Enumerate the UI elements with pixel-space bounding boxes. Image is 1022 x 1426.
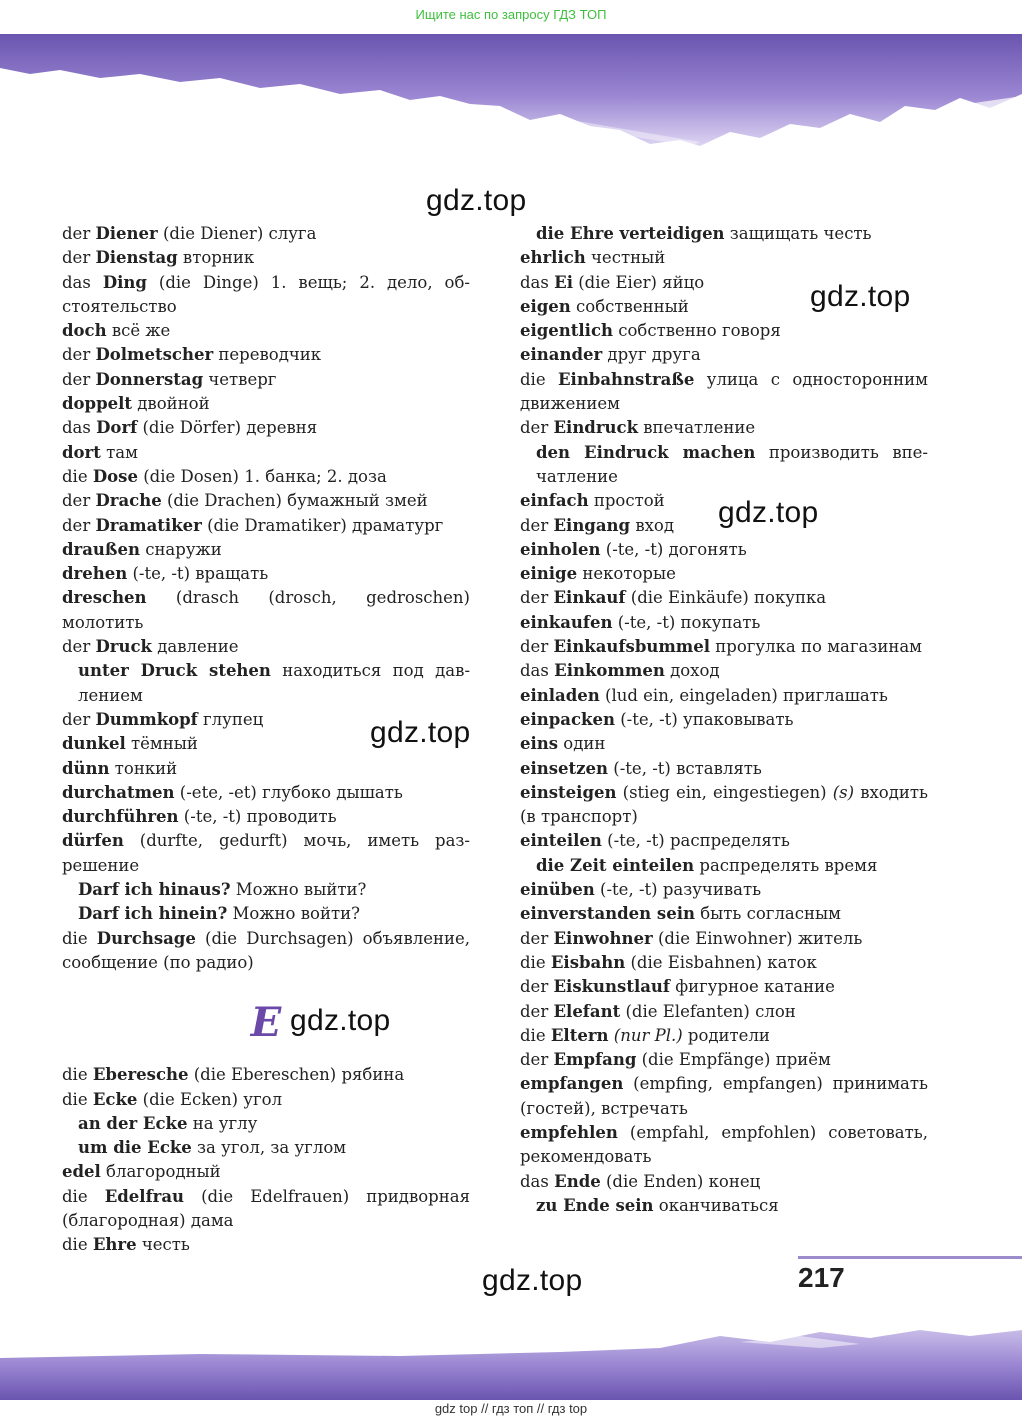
entry-text: доход [664, 661, 720, 681]
dictionary-entry [62, 222, 470, 246]
entry-text: (die Ecken) угол [137, 1089, 283, 1109]
entry-text: (die Edelfrauen) придворная (благородная) дама [62, 1186, 470, 1230]
entry-text: der [520, 515, 554, 535]
dictionary-phrase [62, 878, 470, 902]
entry-text: всё же [106, 321, 171, 341]
dictionary-entry [520, 732, 928, 756]
entry-text: (die Diener) слуга [157, 224, 317, 243]
entry-text: (die Dörfer) деревня [137, 418, 318, 438]
entry-text: der [62, 345, 96, 365]
dictionary-entry [520, 1170, 928, 1194]
headword: die Ehre verteidigen [536, 224, 725, 243]
entry-text: Можно войти? [227, 904, 360, 924]
entry-text: вторник [177, 248, 255, 268]
entry-text: die [520, 369, 558, 389]
dictionary-phrase [520, 441, 928, 490]
dictionary-entry [62, 343, 470, 367]
dictionary-entry [520, 829, 928, 853]
headword: Dorf [96, 418, 138, 438]
headword: Empfang [553, 1050, 637, 1070]
entry-text: улица с односторонним движением [520, 369, 928, 414]
dictionary-entry [62, 1233, 470, 1257]
entry-text: die [62, 1089, 93, 1109]
headword: unter Druck stehen [78, 661, 271, 681]
top-decoration [0, 34, 1022, 154]
watermark: gdz.top [426, 184, 527, 217]
headword: einüben [520, 880, 595, 900]
headword: eigentlich [520, 321, 613, 341]
entry-text: der [62, 637, 96, 657]
headword: Eiskunstlauf [553, 977, 670, 997]
top-banner[interactable]: Ищите нас по запросу ГДЗ ТОП [415, 7, 607, 22]
headword: draußen [62, 539, 140, 559]
entry-text: (-te, -t) разучивать [594, 880, 762, 900]
headword: Diener [95, 224, 158, 243]
entry-text: (durfte, gedurft) мочь, иметь разрешение [62, 831, 470, 875]
entry-text: das [520, 661, 555, 681]
dictionary-entry [62, 1088, 470, 1112]
headword: einfach [520, 491, 589, 511]
entry-text: простой [588, 491, 665, 511]
dictionary-entry [62, 829, 470, 878]
headword: Einbahnstraße [557, 369, 695, 389]
bottom-decoration [0, 1330, 1022, 1400]
dictionary-entry [62, 805, 470, 829]
entry-text: честь [136, 1235, 190, 1255]
entry-text: глупец [197, 709, 264, 729]
entry-text: на углу [187, 1113, 258, 1133]
entry-text: честный [585, 248, 666, 268]
dictionary-entry [520, 611, 928, 635]
dictionary-entry [62, 635, 470, 659]
entry-text: (die Einkäufe) покупка [625, 588, 827, 608]
dictionary-entry [62, 392, 470, 416]
entry-text: оканчиваться [653, 1195, 779, 1215]
headword: Dienstag [95, 248, 178, 268]
entry-text: der [62, 369, 96, 389]
footer-links[interactable]: gdz top // гдз топ // гдз top [434, 1401, 588, 1416]
page-number-rule [798, 1256, 1022, 1259]
section-heading-e [62, 991, 470, 1053]
entry-text: (empfahl, empfohlen) советовать, рекомендовать [520, 1122, 928, 1167]
dictionary-entry [62, 246, 470, 270]
entry-text: благородный [100, 1162, 221, 1182]
entry-text: die [62, 466, 93, 486]
entry-text: прогулка по магазинам [710, 637, 923, 657]
watermark: gdz.top [718, 496, 819, 529]
dictionary-entry [62, 1185, 470, 1234]
headword: Einkommen [554, 661, 665, 681]
dictionary-entry [62, 586, 470, 635]
dictionary-entry [520, 343, 928, 367]
dictionary-entry [520, 1000, 928, 1024]
watermark: gdz.top [290, 1004, 391, 1037]
dictionary-entry [62, 465, 470, 489]
dictionary-entry [520, 368, 928, 417]
dictionary-entry [520, 951, 928, 975]
entry-text: тонкий [109, 758, 178, 778]
entry-text: (die Dinge) 1. вещь; 2. дело, обстоятельство [62, 272, 470, 316]
page-number: 217 [798, 1262, 845, 1293]
dictionary-phrase [62, 1136, 470, 1160]
entry-text: (die Dramatiker) драматург [201, 515, 444, 535]
entry-text: четверг [203, 369, 277, 389]
headword: Ehre [92, 1235, 137, 1255]
headword: Drache [95, 491, 162, 511]
headword: Einkaufsbummel [553, 637, 711, 657]
headword: Eindruck [553, 418, 639, 438]
dictionary-entry [520, 878, 928, 902]
dictionary-entry [520, 562, 928, 586]
watermark: gdz.top [482, 1264, 583, 1297]
dictionary-entry [62, 781, 470, 805]
entry-text: die [62, 1235, 93, 1255]
dictionary-entry [520, 684, 928, 708]
headword: Durchsage [96, 928, 196, 948]
watermark: gdz.top [370, 716, 471, 749]
headword: Eltern [550, 1025, 609, 1045]
entry-text: das [520, 1171, 555, 1191]
dictionary-entry [62, 562, 470, 586]
headword: Ding [102, 272, 147, 292]
headword: einpacken [520, 709, 615, 729]
entry-text: der [520, 977, 554, 997]
headword: die Zeit einteilen [536, 855, 695, 875]
dictionary-phrase [520, 1194, 928, 1218]
entry-text: (die Elefanten) слон [620, 1001, 796, 1021]
entry-text: (-ete, -et) глубоко дышать [174, 782, 403, 802]
dictionary-phrase [520, 222, 928, 246]
headword: Einwohner [553, 928, 653, 948]
entry-text: (-te, -t) распределять [601, 831, 790, 851]
entry-text: der [62, 515, 96, 535]
dictionary-phrase [520, 854, 928, 878]
entry-text: das [62, 418, 97, 438]
entry-text: впечатление [638, 418, 756, 438]
entry-text: der [62, 491, 96, 511]
headword: edel [62, 1162, 101, 1182]
dictionary-entry [62, 489, 470, 513]
dictionary-entry [62, 927, 470, 976]
headword: Einkauf [553, 588, 626, 608]
entry-text: der [520, 418, 554, 438]
dictionary-phrase [62, 1112, 470, 1136]
entry-text: (empfing, empfangen) принимать (гостей), встречать [520, 1074, 928, 1118]
headword: einsteigen [520, 782, 617, 802]
dictionary-entry [520, 538, 928, 562]
dictionary-entry [520, 1072, 928, 1121]
entry-text: друг друга [602, 345, 701, 365]
headword: den Eindruck machen [536, 442, 756, 462]
headword: empfehlen [520, 1122, 618, 1142]
headword: Eingang [553, 515, 631, 535]
right-column [520, 222, 928, 1218]
headword: Edelfrau [104, 1186, 185, 1206]
headword: empfangen [520, 1074, 624, 1094]
headword: Ende [554, 1171, 601, 1191]
headword: dunkel [62, 734, 126, 754]
dictionary-entry [520, 1024, 928, 1048]
dictionary-entry [62, 538, 470, 562]
entry-text: (stieg ein, eingestiegen) [616, 782, 833, 802]
headword: einige [520, 564, 578, 584]
headword: einholen [520, 539, 601, 559]
entry-text: тёмный [125, 734, 198, 754]
dictionary-entry [520, 902, 928, 926]
dictionary-phrase [62, 902, 470, 926]
entry-text: (-te, -t) упаковывать [614, 709, 794, 729]
entry-text: переводчик [213, 345, 322, 365]
headword: einander [520, 345, 603, 365]
headword: durchatmen [62, 782, 175, 802]
entry-text: (die Enden) конец [600, 1171, 761, 1191]
headword: Eberesche [92, 1065, 189, 1085]
entry-text: (die Empfänge) приём [636, 1050, 831, 1070]
headword: Druck [95, 637, 152, 657]
entry-text: (-te, -t) вращать [127, 564, 269, 584]
entry-text: находиться под давлением [78, 661, 471, 705]
entry-text: родители [682, 1025, 770, 1045]
dictionary-list-e [62, 1063, 470, 1257]
dictionary-entry [520, 246, 928, 270]
entry-text: вход [630, 515, 675, 535]
headword: einteilen [520, 831, 602, 851]
entry-text: der [62, 224, 96, 243]
entry-text: собственно говоря [613, 321, 781, 341]
entry-text: распределять время [694, 855, 878, 875]
headword: Darf ich hinein? [78, 904, 228, 924]
dictionary-list-e-continued [520, 222, 928, 1218]
entry-text: давление [151, 637, 239, 657]
headword: dürfen [62, 831, 124, 851]
headword: Ecke [92, 1089, 138, 1109]
dictionary-entry [520, 708, 928, 732]
dictionary-entry [62, 514, 470, 538]
section-letter: E [250, 998, 282, 1046]
entry-text: der [520, 1050, 554, 1070]
headword: Donnerstag [95, 369, 204, 389]
entry-text: быть согласным [694, 904, 841, 924]
headword: drehen [62, 564, 128, 584]
entry-text: (die Eier) яйцо [572, 272, 705, 292]
headword: eins [520, 734, 559, 754]
entry-text: das [520, 272, 555, 292]
entry-text: (lud ein, eingeladen) приглашать [599, 685, 888, 705]
dictionary-entry [62, 1160, 470, 1184]
entry-text: der [520, 637, 554, 657]
headword: dünn [62, 758, 110, 778]
dictionary-entry [520, 1048, 928, 1072]
watermark: gdz.top [810, 280, 911, 313]
headword: doch [62, 321, 107, 341]
dictionary-entry [520, 781, 928, 830]
entry-text: защищать честь [724, 224, 872, 243]
dictionary-entry [520, 659, 928, 683]
grammar-note: (s) [832, 782, 855, 802]
entry-text: das [62, 272, 103, 292]
headword: Ei [554, 272, 573, 292]
entry-text: (die Durchsagen) объявление, сообщение (по радио) [62, 928, 470, 972]
entry-text: (die Dosen) 1. банка; 2. доза [137, 466, 387, 486]
dictionary-entry [520, 1121, 928, 1170]
dictionary-entry [62, 441, 470, 465]
entry-text: некоторые [577, 564, 676, 584]
dictionary-entry [520, 927, 928, 951]
dictionary-entry [520, 635, 928, 659]
headword: durchführen [62, 807, 179, 827]
headword: einverstanden sein [520, 904, 695, 924]
entry-text: die [520, 1025, 551, 1045]
headword: um die Ecke [78, 1138, 192, 1158]
entry-text: производить впечатление [536, 442, 928, 486]
entry-text: die [62, 1065, 93, 1085]
headword: an der Ecke [78, 1113, 188, 1133]
headword: einsetzen [520, 758, 609, 778]
headword: einkaufen [520, 612, 613, 632]
entry-text: Можно выйти? [230, 880, 367, 900]
dictionary-list-d [62, 222, 470, 975]
headword: Darf ich hinaus? [78, 880, 231, 900]
dictionary-phrase [62, 659, 470, 708]
entry-text: двойной [132, 394, 210, 414]
entry-text: (die Eisbahnen) каток [625, 952, 817, 972]
headword: ehrlich [520, 248, 586, 268]
entry-text: собственный [570, 296, 689, 316]
headword: Dolmetscher [95, 345, 214, 365]
dictionary-entry [520, 757, 928, 781]
dictionary-entry [62, 271, 470, 320]
entry-text: там [100, 442, 138, 462]
entry-text: die [62, 1186, 105, 1206]
entry-text: один [558, 734, 606, 754]
entry-text: (-te, -t) догонять [600, 539, 747, 559]
headword: Dose [92, 466, 138, 486]
entry-text: фигурное катание [670, 977, 835, 997]
headword: dort [62, 442, 101, 462]
dictionary-entry [62, 368, 470, 392]
entry-text: за угол, за углом [191, 1138, 347, 1158]
entry-text: der [62, 709, 96, 729]
entry-text: снаружи [139, 539, 222, 559]
entry-text: der [520, 1001, 554, 1021]
headword: Elefant [553, 1001, 621, 1021]
entry-text: (die Drachen) бумажный змей [161, 491, 428, 511]
headword: Dramatiker [95, 515, 202, 535]
headword: zu Ende sein [536, 1195, 654, 1215]
grammar-note: (nur Pl.) [613, 1025, 683, 1045]
dictionary-entry [62, 757, 470, 781]
headword: doppelt [62, 394, 133, 414]
entry-text: (drasch (drosch, gedroschen) молотить [62, 588, 470, 632]
entry-text: der [520, 928, 554, 948]
dictionary-entry [62, 1063, 470, 1087]
entry-text: (-te, -t) проводить [178, 807, 337, 827]
dictionary-entry [520, 416, 928, 440]
entry-text: (die Einwohner) житель [652, 928, 863, 948]
dictionary-entry [520, 319, 928, 343]
entry-text: (-te, -t) вставлять [608, 758, 762, 778]
entry-text: der [62, 248, 96, 268]
entry-text: (die Ebereschen) рябина [188, 1065, 405, 1085]
entry-text: die [62, 928, 97, 948]
entry-text: die [520, 952, 551, 972]
headword: Dummkopf [95, 709, 198, 729]
dictionary-entry [520, 975, 928, 999]
headword: Eisbahn [550, 952, 626, 972]
dictionary-entry [62, 319, 470, 343]
headword: einladen [520, 685, 600, 705]
dictionary-entry [520, 586, 928, 610]
entry-text: der [520, 588, 554, 608]
entry-text: входить (в транспорт) [520, 782, 929, 827]
dictionary-entry [62, 416, 470, 440]
entry-text: (-te, -t) покупать [612, 612, 761, 632]
headword: eigen [520, 296, 571, 316]
headword: dreschen [62, 588, 147, 608]
